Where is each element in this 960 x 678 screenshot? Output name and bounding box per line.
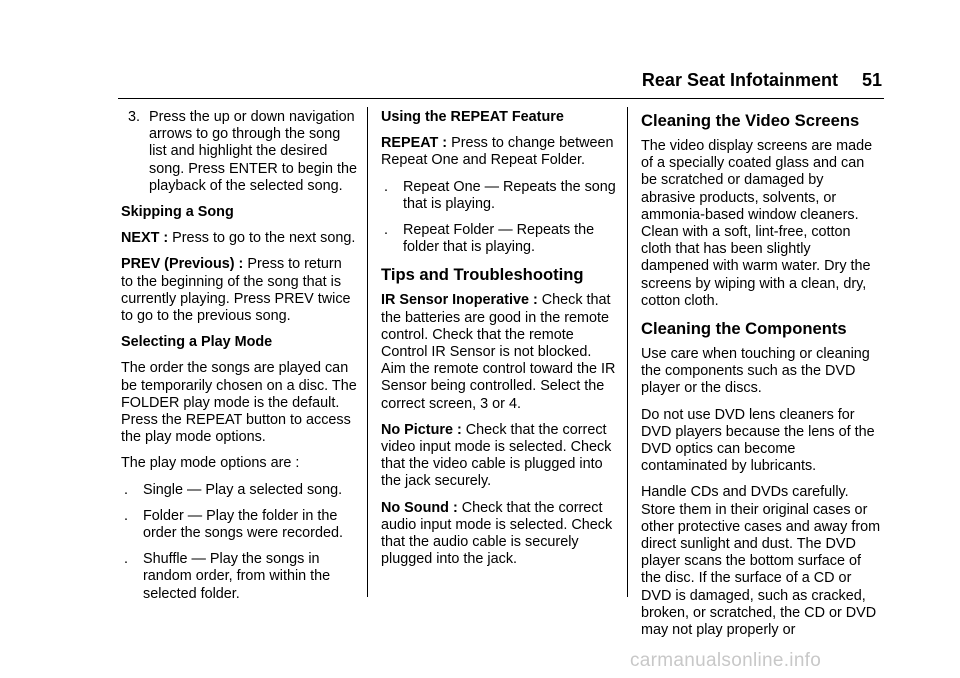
nopic-paragraph	[381, 422, 617, 491]
column-divider	[627, 107, 628, 597]
column-3	[641, 109, 881, 648]
bullet-text: Folder — Play the folder in the order the songs were recorded.	[143, 507, 343, 542]
step-3	[121, 109, 357, 195]
prev-label: PREV (Previous) :	[121, 256, 244, 273]
components-text-1: Use care when touching or cleaning the components such as the DVD player or the discs.	[641, 346, 870, 397]
repeat-text: Press to change between Repeat One and Repeat Folder.	[381, 135, 614, 169]
prev-paragraph	[121, 256, 357, 325]
bullet-text: Repeat One — Repeats the song that is playing.	[403, 178, 616, 212]
watermark: carmanualsonline.info	[630, 650, 822, 671]
list-item	[121, 508, 357, 542]
screens-text: The video display screens are made of a specially coated glass and can be scratched or damaged by abrasive products, solvents, or ammonia-based window cleaners. Clean with a soft, lint-free, cotton cloth that has been slightly dampened with warm water. Dry the screens by wiping with a clean, dry, cotton cloth.	[641, 138, 873, 309]
ir-paragraph	[381, 292, 617, 412]
nosound-paragraph	[381, 500, 617, 569]
components-text-3: Handle CDs and DVDs carefully. Store them in their original cases or other protective cases and away from direct sunlight and dust. The DVD player scans the bottom surface of the disc. If the surface of a CD or DVD is damaged, such as cracked, broken, or scratched, the CD or DVD may not play properly or	[641, 484, 881, 639]
bullet-text: Shuffle — Play the songs in random order, from within the selected folder.	[143, 551, 331, 602]
column-1	[121, 109, 357, 612]
list-item	[121, 551, 357, 603]
bullet-marker: .	[124, 481, 128, 498]
ir-label: IR Sensor Inoperative :	[381, 292, 538, 309]
bullet-marker: .	[124, 507, 128, 524]
list-item	[121, 482, 357, 499]
nosound-label: No Sound :	[381, 499, 458, 516]
bullet-marker: .	[384, 178, 388, 195]
repeat-label: REPEAT :	[381, 135, 448, 152]
mode-text: The order the songs are played can be temporarily chosen on a disc. The FOLDER play mode is the default. Press the REPEAT button to access the play mode options.	[121, 360, 357, 446]
options-intro: The play mode options are :	[121, 455, 300, 472]
repeat-paragraph	[381, 135, 617, 169]
next-label: NEXT :	[121, 230, 169, 247]
page-title: Rear Seat Infotainment	[641, 70, 838, 90]
components-text-2: Do not use DVD lens cleaners for DVD players because the lens of the DVD optics can become contaminated by lubricants.	[641, 406, 875, 475]
list-item	[381, 179, 617, 213]
bullet-marker: .	[124, 551, 128, 568]
screens-heading: Cleaning the Video Screens	[641, 111, 860, 130]
skip-heading: Skipping a Song	[121, 204, 234, 221]
nosound-text: Check that the correct audio input mode is selected. Check that the audio cable is securely plugged into the jack.	[381, 499, 613, 568]
tips-heading: Tips and Troubleshooting	[381, 265, 584, 285]
prev-text: Press to return to the beginning of the song that is currently playing. Press PREV twice to go to the previous song.	[121, 256, 351, 325]
nopic-text: Check that the correct video input mode is selected. Check that the video cable is plugged into the jack securely.	[381, 421, 612, 490]
page-header	[580, 70, 882, 100]
next-paragraph	[121, 230, 357, 247]
repeat-heading: Using the REPEAT Feature	[381, 109, 564, 125]
next-text: Press to go to the next song.	[168, 230, 356, 247]
bullet-text: Repeat Folder — Repeats the folder that is playing.	[403, 222, 595, 256]
column-2	[381, 109, 617, 577]
bullet-text: Single — Play a selected song.	[143, 481, 343, 498]
step-3-marker: 3.	[128, 109, 141, 125]
step-3-text: Press the up or down navigation arrows to go through the song list and highlight the desired song. Press ENTER to begin the playback of the selected song.	[149, 109, 357, 194]
bullet-marker: .	[384, 222, 388, 239]
ir-text: Check that the batteries are good in the remote control. Check that the remote Control IR Sensor is not blocked. Aim the remote control toward the IR Sensor being controlled. Select the correct screen, 3 or 4.	[381, 292, 616, 412]
mode-heading: Selecting a Play Mode	[121, 334, 273, 351]
column-divider	[367, 107, 368, 597]
components-heading: Cleaning the Components	[641, 319, 847, 339]
nopic-label: No Picture :	[381, 421, 462, 438]
page-number: 51	[861, 70, 882, 90]
list-item	[381, 222, 617, 256]
header-rule	[118, 98, 884, 99]
